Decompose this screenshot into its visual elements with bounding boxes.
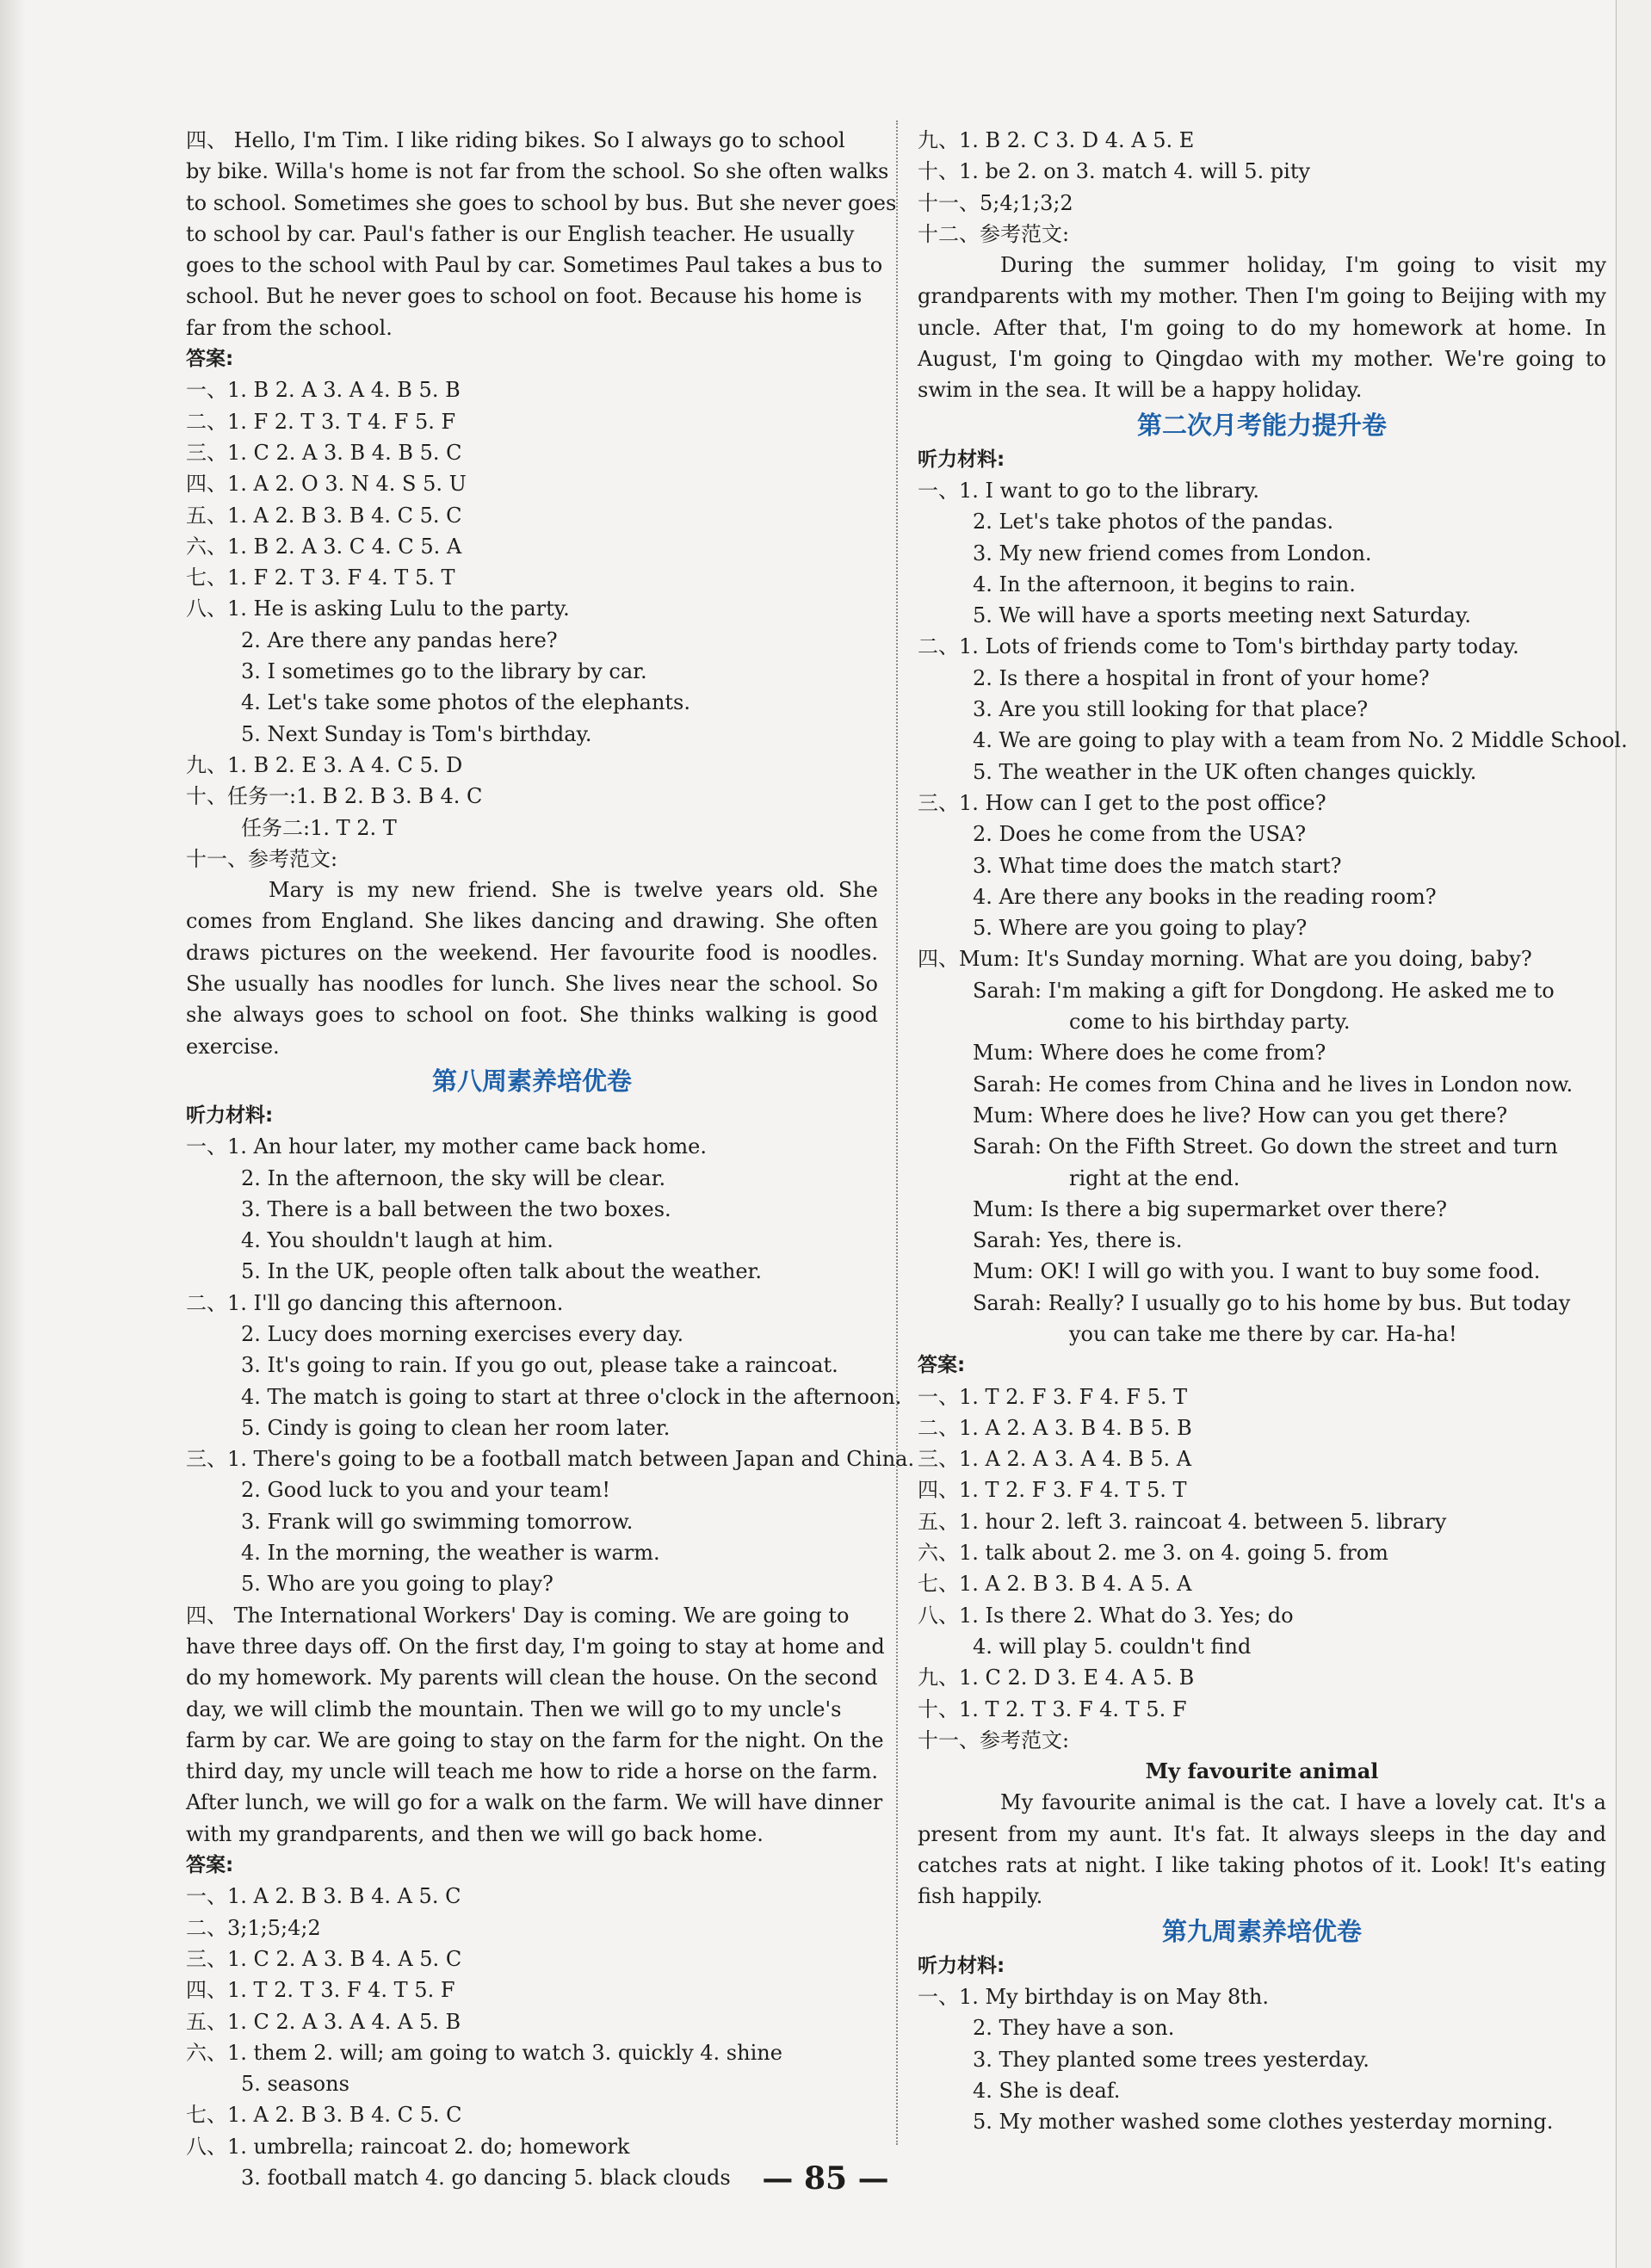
listening-subline: 3. Frank will go swimming tomorrow. bbox=[241, 1509, 634, 1534]
listening-subline: 5. The weather in the UK often changes quickly. bbox=[973, 759, 1477, 784]
answer-line: 五、1. C 2. A 3. A 4. A 5. B bbox=[186, 2009, 461, 2034]
page-number: — 85 — bbox=[762, 2160, 889, 2197]
section-heading-week8: 第八周素养培优卷 bbox=[431, 1066, 632, 1096]
answer-line: 一、1. T 2. F 3. F 4. F 5. T bbox=[918, 1384, 1188, 1409]
listening-subline: 3. My new friend comes from London. bbox=[973, 541, 1372, 565]
page-left-shadow bbox=[0, 0, 26, 2268]
answer-line: 十一、5;4;1;3;2 bbox=[918, 190, 1073, 215]
listening-subline: 2. Does he come from the USA? bbox=[973, 822, 1307, 847]
text-line: After lunch, we will go for a walk on the farm. We will have dinner bbox=[186, 1790, 883, 1815]
listening-line: 二、1. Lots of friends come to Tom's birthday party today. bbox=[918, 634, 1519, 659]
essay-label: 十一、参考范文: bbox=[186, 846, 338, 871]
essay-paragraph: During the summer holiday, I'm going to visit my grandparents with my mother. Then I'm going to Beijing with my uncle. After that, I'm going to do my homework at home. In August, I'm going to Qingdao with my mother. We're going to swim in the sea. It will be a happy holiday. bbox=[918, 253, 1606, 403]
passage-four bbox=[186, 125, 897, 343]
dialogue-line: Sarah: He comes from China and he lives in London now. bbox=[973, 1072, 1574, 1097]
answer-line: 二、3;1;5;4;2 bbox=[186, 1915, 321, 1940]
dialogue-line: Mum: Where does he live? How can you get there? bbox=[973, 1103, 1508, 1128]
listening-subline: 5. Who are you going to play? bbox=[241, 1572, 553, 1597]
dialogue-line: Mum: Is there a big supermarket over there? bbox=[973, 1196, 1448, 1221]
answer-line: 九、1. B 2. E 3. A 4. C 5. D bbox=[186, 752, 463, 777]
answers-label: 答案: bbox=[918, 1354, 966, 1377]
listening-line: 二、1. I'll go dancing this afternoon. bbox=[186, 1290, 564, 1315]
listening-line: 一、1. I want to go to the library. bbox=[918, 478, 1260, 503]
right-column bbox=[918, 125, 1628, 2137]
answer-subline: 3. football match 4. go dancing 5. black clouds bbox=[241, 2166, 731, 2190]
answers-label: 答案: bbox=[186, 1854, 234, 1877]
listening-subline: 5. Where are you going to play? bbox=[973, 916, 1308, 941]
essay-title: My favourite animal bbox=[1145, 1758, 1379, 1784]
answer-line: 三、1. C 2. A 3. B 4. A 5. C bbox=[186, 1946, 462, 1971]
listening-subline: 2. In the afternoon, the sky will be clear. bbox=[241, 1165, 666, 1190]
answer-line: 八、1. He is asking Lulu to the party. bbox=[186, 596, 570, 621]
answer-subline: 5. Next Sunday is Tom's birthday. bbox=[241, 721, 592, 746]
listening-subline: 5. In the UK, people often talk about the weather. bbox=[241, 1259, 763, 1284]
listening-subline: 2. Let's take photos of the pandas. bbox=[973, 510, 1334, 535]
answer-line: 九、1. C 2. D 3. E 4. A 5. B bbox=[918, 1665, 1195, 1690]
listening-label: 听力材料: bbox=[918, 448, 1005, 471]
answer-line: 十、1. be 2. on 3. match 4. will 5. pity bbox=[918, 159, 1311, 184]
text-line: farm by car. We are going to stay on the farm for the night. On the bbox=[186, 1727, 884, 1752]
section-heading-week9: 第九周素养培优卷 bbox=[1161, 1916, 1362, 1946]
answer-line: 六、1. them 2. will; am going to watch 3. quickly 4. shine bbox=[186, 2040, 782, 2065]
listening-subline: 2. Lucy does morning exercises every day. bbox=[241, 1321, 684, 1346]
answer-subline: 4. will play 5. couldn't find bbox=[973, 1634, 1252, 1659]
answer-line: 五、1. hour 2. left 3. raincoat 4. between 5. library bbox=[918, 1509, 1447, 1534]
answer-line: 三、1. A 2. A 3. A 4. B 5. A bbox=[918, 1447, 1192, 1472]
answer-line: 八、1. umbrella; raincoat 2. do; homework bbox=[186, 2134, 630, 2159]
listening-subline: 4. In the morning, the weather is warm. bbox=[241, 1541, 660, 1566]
listening-subline: 4. You shouldn't laugh at him. bbox=[241, 1228, 553, 1253]
listening-line: 三、1. There's going to be a football match between Japan and China. bbox=[186, 1447, 915, 1472]
dialogue-line: Sarah: Really? I usually go to his home by bus. But today you can take me there by car. Ha-ha! bbox=[973, 1290, 1571, 1346]
listening-subline: 4. We are going to play with a team from No. 2 Middle School. bbox=[973, 728, 1628, 753]
listening-subline: 4. The match is going to start at three o'clock in the afternoon. bbox=[241, 1384, 902, 1409]
listening-subline: 4. Are there any books in the reading room? bbox=[973, 884, 1437, 909]
dialogue-line: Mum: OK! I will go with you. I want to buy some food. bbox=[973, 1259, 1541, 1284]
listening-subline: 2. Is there a hospital in front of your home? bbox=[973, 665, 1430, 690]
answer-line: 六、1. talk about 2. me 3. on 4. going 5. from bbox=[918, 1541, 1388, 1566]
answer-line: 四、1. T 2. F 3. F 4. T 5. T bbox=[918, 1478, 1187, 1503]
answer-line: 十、1. T 2. T 3. F 4. T 5. F bbox=[918, 1696, 1187, 1721]
answer-line: 一、1. A 2. B 3. B 4. A 5. C bbox=[186, 1884, 461, 1909]
answer-subline: 5. seasons bbox=[241, 2072, 349, 2097]
answer-line: 七、1. A 2. B 3. B 4. A 5. A bbox=[918, 1572, 1192, 1597]
text-line: to school by car. Paul's father is our English teacher. He usually bbox=[186, 221, 855, 246]
column-divider bbox=[896, 121, 898, 2145]
text-line: day, we will climb the mountain. Then we will go to my uncle's bbox=[186, 1696, 842, 1721]
listening-line: 一、1. An hour later, my mother came back home. bbox=[186, 1134, 708, 1159]
answers-label: 答案: bbox=[186, 348, 234, 371]
text-line: third day, my uncle will teach me how to ride a horse on the farm. bbox=[186, 1759, 878, 1784]
dialogue-line: 四、Mum: It's Sunday morning. What are you doing, baby? bbox=[918, 947, 1532, 972]
listening-line: 一、1. My birthday is on May 8th. bbox=[918, 1984, 1269, 2009]
listening-subline: 3. They planted some trees yesterday. bbox=[973, 2047, 1370, 2072]
text-line: by bike. Willa's home is not far from the school. So she often walks bbox=[186, 159, 889, 184]
answer-subline: 4. Let's take some photos of the elephants. bbox=[241, 690, 690, 715]
listening-label: 听力材料: bbox=[918, 1954, 1005, 1977]
passage-four-b bbox=[186, 1600, 885, 1850]
text-line: 四、 Hello, I'm Tim. I like riding bikes. So I always go to school bbox=[186, 128, 845, 152]
answer-line: 四、1. T 2. T 3. F 4. T 5. F bbox=[186, 1978, 455, 2003]
answer-subline: 3. I sometimes go to the library by car. bbox=[241, 659, 647, 684]
answer-line: 七、1. A 2. B 3. B 4. C 5. C bbox=[186, 2103, 462, 2128]
listening-subline: 3. What time does the match start? bbox=[973, 853, 1342, 878]
answer-line: 十、任务一:1. B 2. B 3. B 4. C bbox=[186, 784, 483, 809]
listening-subline: 2. They have a son. bbox=[973, 2016, 1175, 2041]
answer-line: 六、1. B 2. A 3. C 4. C 5. A bbox=[186, 534, 462, 559]
text-line: with my grandparents, and then we will go back home. bbox=[186, 1821, 764, 1846]
text-line: far from the school. bbox=[186, 315, 393, 340]
listening-subline: 3. There is a ball between the two boxes. bbox=[241, 1196, 671, 1221]
listening-subline: 4. In the afternoon, it begins to rain. bbox=[973, 572, 1356, 596]
dialogue-line: Sarah: Yes, there is. bbox=[973, 1228, 1183, 1253]
text-line: have three days off. On the first day, I'm going to stay at home and bbox=[186, 1634, 885, 1659]
essay-paragraph: Mary is my new friend. She is twelve years old. She comes from England. She likes dancing and drawing. She often draws pictures on the weekend. Her favourite food is noodles. She usually has noodles for lunch. She lives near the school. So she always goes to school on foot. She thinks walking is good exercise. bbox=[186, 878, 878, 1059]
essay-paragraph: My favourite animal is the cat. I have a lovely cat. It's a present from my aunt. It's fat. It always sleeps in the day and catches rats at night. I like taking photos of it. Look! It's eating fish happily. bbox=[918, 1790, 1606, 1909]
answer-line: 七、1. F 2. T 3. F 4. T 5. T bbox=[186, 565, 455, 590]
listening-line: 三、1. How can I get to the post office? bbox=[918, 790, 1326, 815]
dialogue-line: Sarah: On the Fifth Street. Go down the street and turn right at the end. bbox=[973, 1134, 1558, 1190]
text-line: school. But he never goes to school on foot. Because his home is bbox=[186, 284, 863, 309]
listening-subline: 5. My mother washed some clothes yesterday morning. bbox=[973, 2110, 1554, 2135]
text-line: 四、 The International Workers' Day is coming. We are going to bbox=[186, 1603, 850, 1628]
text-line: to school. Sometimes she goes to school by bus. But she never goes bbox=[186, 190, 897, 215]
listening-subline: 5. We will have a sports meeting next Saturday. bbox=[973, 603, 1471, 628]
answer-line: 四、1. A 2. O 3. N 4. S 5. U bbox=[186, 472, 467, 497]
answer-line: 五、1. A 2. B 3. B 4. C 5. C bbox=[186, 503, 462, 528]
answer-subline: 任务二:1. T 2. T bbox=[241, 815, 397, 840]
answer-line: 八、1. Is there 2. What do 3. Yes; do bbox=[918, 1603, 1294, 1628]
listening-subline: 4. She is deaf. bbox=[973, 2078, 1121, 2103]
answer-line: 一、1. B 2. A 3. A 4. B 5. B bbox=[186, 378, 461, 403]
dialogue-line: Mum: Where does he come from? bbox=[973, 1041, 1326, 1066]
answer-line: 二、1. F 2. T 3. T 4. F 5. F bbox=[186, 409, 456, 434]
answer-line: 二、1. A 2. A 3. B 4. B 5. B bbox=[918, 1415, 1192, 1440]
listening-label: 听力材料: bbox=[186, 1103, 274, 1127]
listening-subline: 5. Cindy is going to clean her room later. bbox=[241, 1415, 671, 1440]
answer-line: 三、1. C 2. A 3. B 4. B 5. C bbox=[186, 440, 462, 465]
essay-label: 十二、参考范文: bbox=[918, 221, 1070, 246]
listening-subline: 2. Good luck to you and your team! bbox=[241, 1478, 611, 1503]
adjacent-page-edge bbox=[1616, 0, 1651, 2268]
left-column bbox=[186, 125, 915, 2193]
answer-line: 九、1. B 2. C 3. D 4. A 5. E bbox=[918, 128, 1195, 152]
listening-subline: 3. It's going to rain. If you go out, please take a raincoat. bbox=[241, 1353, 838, 1378]
answer-subline: 2. Are there any pandas here? bbox=[241, 627, 558, 652]
listening-subline: 3. Are you still looking for that place? bbox=[973, 697, 1369, 722]
text-line: do my homework. My parents will clean the house. On the second bbox=[186, 1665, 878, 1690]
essay-label: 十一、参考范文: bbox=[918, 1727, 1070, 1752]
section-heading-month2: 第二次月考能力提升卷 bbox=[1136, 410, 1387, 440]
dialogue-line: Sarah: I'm making a gift for Dongdong. He asked me to come to his birthday party. bbox=[973, 978, 1555, 1035]
text-line: goes to the school with Paul by car. Sometimes Paul takes a bus to bbox=[186, 253, 883, 278]
